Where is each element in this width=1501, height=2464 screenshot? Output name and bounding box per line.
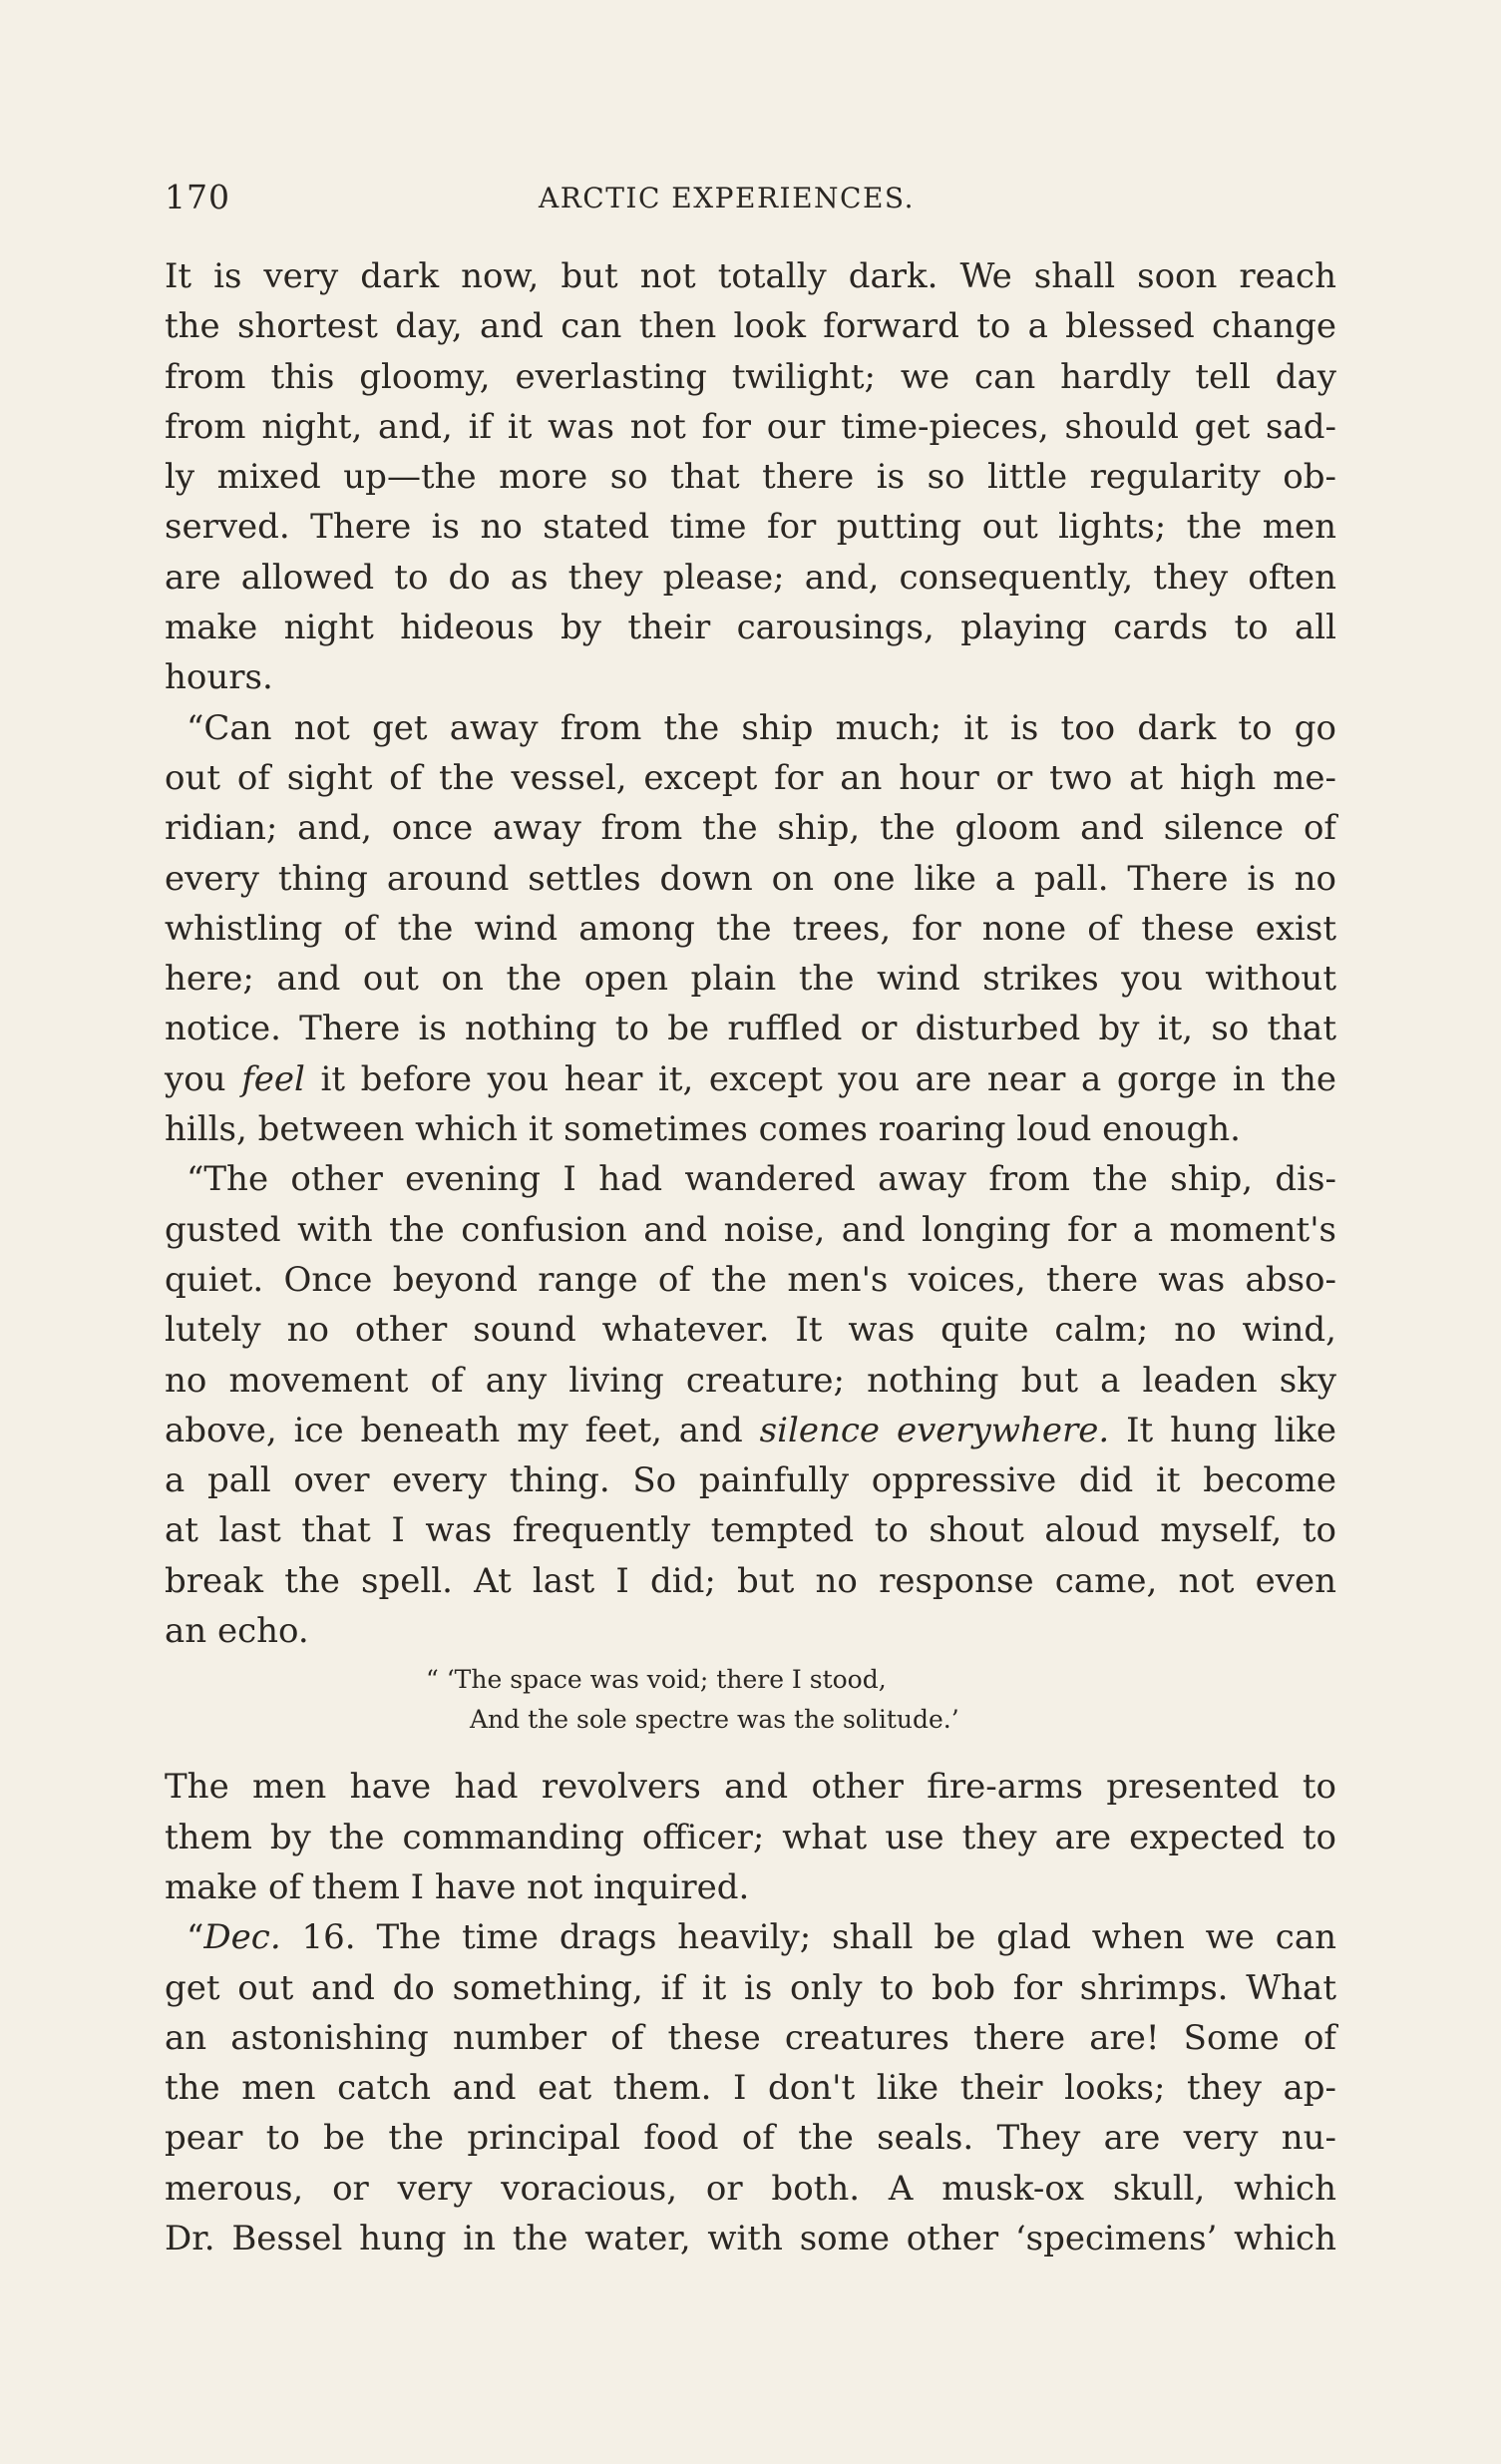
text-line: ly mixed up—the more so that there is so little regularity ob-	[165, 457, 1336, 498]
text-line: make night hideous by their carousings, playing cards to all	[165, 608, 1336, 648]
text-line	[165, 1406, 1336, 1455]
text-line: lutely no other sound whatever. It was quite calm; no wind,	[165, 1310, 1336, 1351]
text-line: hours.	[165, 657, 273, 698]
text-line: an echo.	[165, 1611, 309, 1652]
paragraph-5	[165, 1912, 1336, 2263]
text-line: are allowed to do as they please; and, consequently, they often	[165, 557, 1336, 598]
text-line: “Can not get away from the ship much; it is too dark to go	[187, 707, 1336, 748]
italic-word: feel	[241, 1058, 305, 1099]
text-fragment: “	[187, 1917, 204, 1958]
paragraph-1	[165, 251, 1336, 703]
text-line: them by the commanding officer; what use they are expected to	[165, 1817, 1336, 1857]
text-line: served. There is no stated time for putting out lights; the men	[165, 507, 1336, 548]
page-number: 170	[165, 178, 230, 216]
text-line: “The other evening I had wandered away from the ship, dis-	[187, 1159, 1336, 1200]
paragraph-4	[165, 1762, 1336, 1912]
paragraph-3	[165, 1154, 1336, 1656]
text-line: pear to be the principal food of the seals. They are very nu-	[165, 2118, 1336, 2159]
page-header	[165, 178, 1341, 225]
italic-phrase: silence everywhere.	[759, 1410, 1110, 1450]
text-line: Dr. Bessel hung in the water, with some other ‘specimens’ which	[165, 2218, 1336, 2259]
text-line: no movement of any living creature; nothing but a leaden sky	[165, 1360, 1336, 1401]
text-fragment: you	[165, 1058, 242, 1099]
text-fragment: It hung like	[1109, 1410, 1337, 1450]
body-text	[165, 251, 1336, 2263]
text-line: the shortest day, and can then look forward to a blessed change	[165, 306, 1336, 347]
verse-line: And the sole spectre was the solitude.’	[470, 1705, 959, 1735]
text-line: merous, or very voracious, or both. A musk-ox skull, which	[165, 2168, 1336, 2209]
verse-line: “ ‘The space was void; there I stood,	[426, 1665, 887, 1695]
text-fragment: above, ice beneath my feet, and	[165, 1410, 760, 1450]
text-line: make of them I have not inquired.	[165, 1866, 750, 1907]
text-line: out of sight of the vessel, except for an hour or two at high me-	[165, 757, 1336, 798]
text-line	[165, 1912, 1336, 1962]
text-line: here; and out on the open plain the wind strikes you without	[165, 959, 1336, 1000]
italic-date: Dec.	[203, 1917, 281, 1958]
text-fragment: it before you hear it, except you are near a gorge in the	[304, 1058, 1336, 1099]
text-line: quiet. Once beyond range of the men's voices, there was abso-	[165, 1259, 1336, 1300]
text-line: a pall over every thing. So painfully oppressive did it become	[165, 1460, 1336, 1501]
text-line: at last that I was frequently tempted to shout aloud myself, to	[165, 1510, 1336, 1551]
verse-quotation	[426, 1660, 1336, 1740]
text-line: hills, between which it sometimes comes roaring loud enough.	[165, 1109, 1241, 1150]
text-line: gusted with the confusion and noise, and longing for a moment's	[165, 1209, 1336, 1250]
text-line: get out and do something, if it is only to bob for shrimps. What	[165, 1967, 1336, 2008]
text-line: ridian; and, once away from the ship, the gloom and silence of	[165, 808, 1336, 849]
text-line	[165, 1054, 1336, 1104]
text-line: every thing around settles down on one like a pall. There is no	[165, 858, 1336, 899]
text-line: It is very dark now, but not totally dark. We shall soon reach	[165, 256, 1336, 296]
text-line: from night, and, if it was not for our time-pieces, should get sad-	[165, 406, 1336, 447]
paragraph-2	[165, 703, 1336, 1155]
text-fragment: 16. The time drags heavily; shall be glad when we can	[280, 1917, 1336, 1958]
text-line: from this gloomy, everlasting twilight; we can hardly tell day	[165, 356, 1336, 397]
text-line: break the spell. At last I did; but no response came, not even	[165, 1560, 1336, 1601]
text-line: the men catch and eat them. I don't like their looks; they ap-	[165, 2068, 1336, 2109]
running-head: ARCTIC EXPERIENCES.	[539, 182, 915, 214]
text-line: The men have had revolvers and other fire-arms presented to	[165, 1767, 1336, 1808]
text-line: an astonishing number of these creatures there are! Some of	[165, 2017, 1336, 2058]
text-line: whistling of the wind among the trees, for none of these exist	[165, 908, 1336, 949]
text-line: notice. There is nothing to be ruffled or disturbed by it, so that	[165, 1009, 1336, 1049]
